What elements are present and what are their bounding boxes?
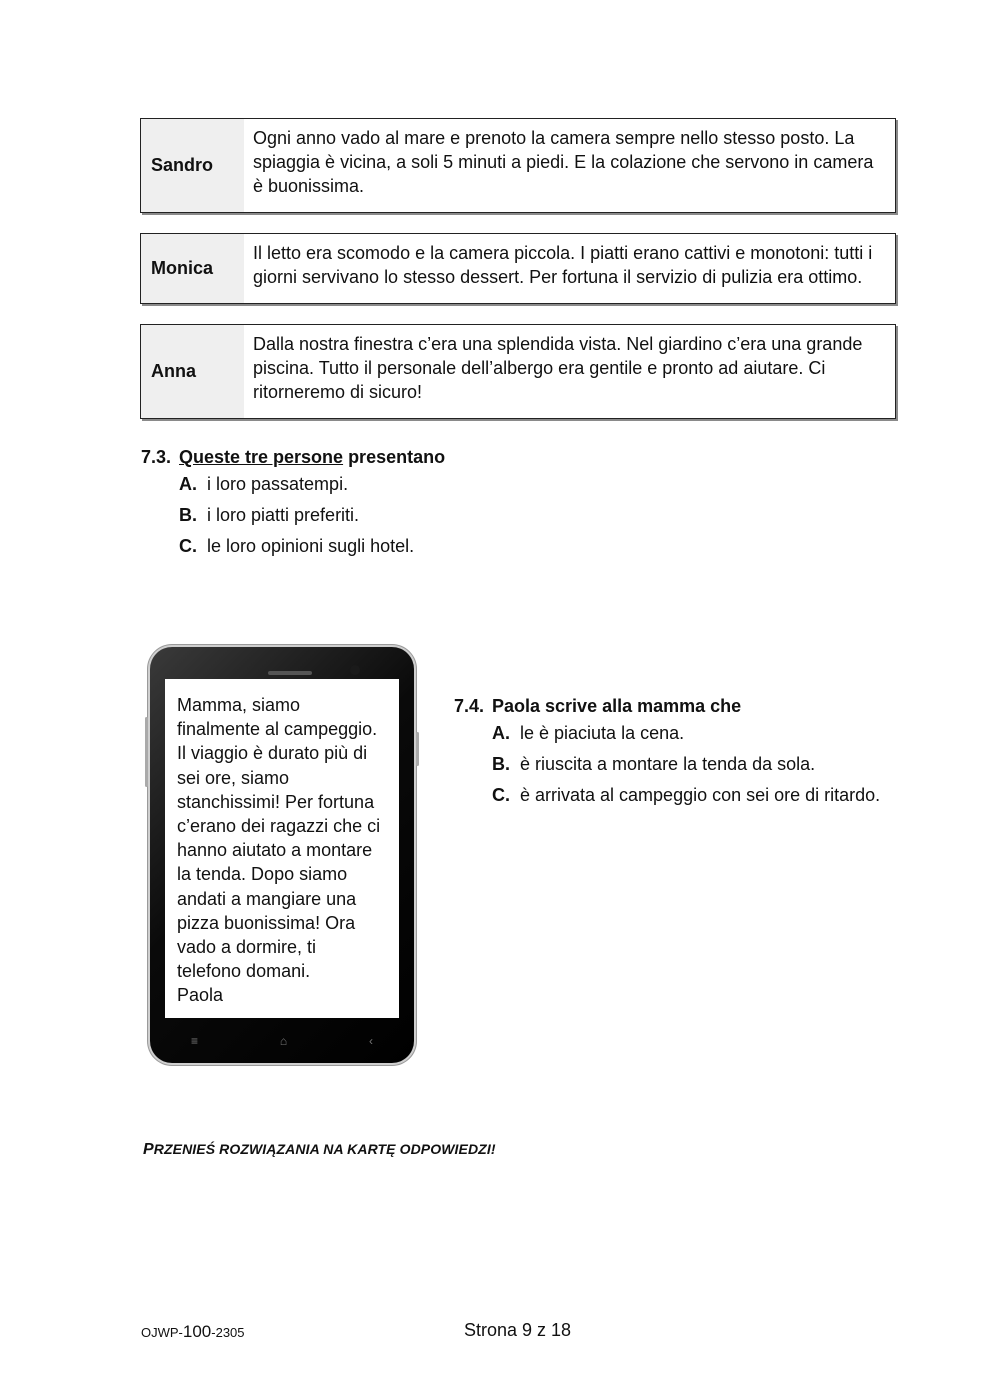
option-text: le loro opinioni sugli hotel. (207, 536, 415, 556)
transfer-answers-notice (143, 1141, 496, 1159)
option-letter: A. (492, 723, 510, 743)
phone-speaker-icon (268, 671, 312, 675)
option-text: le è piaciuta la cena. (520, 723, 685, 743)
opinion-name: Sandro (141, 119, 244, 212)
exam-code-suffix: -2305 (211, 1325, 245, 1340)
question-number: 7.4. (454, 696, 485, 716)
message-signature: Paola (177, 985, 224, 1006)
notice-first-letter: P (143, 1141, 154, 1158)
answer-option-c[interactable] (492, 780, 880, 811)
back-icon: ‹ (369, 1034, 374, 1048)
message-line: hanno aiutato a montare (177, 840, 373, 861)
phone-navbar (150, 1031, 414, 1051)
opinion-box-monica (140, 233, 896, 304)
answer-option-b[interactable] (492, 749, 880, 780)
message-line: andati a mangiare una (177, 888, 357, 909)
option-text: i loro passatempi. (207, 474, 349, 494)
opinion-text: Il letto era scomodo e la camera piccola. I piatti erano cattivi e monotoni: tutti i giorni servivano lo stesso dessert. Per fortuna il servizio di pulizia era ottimo. (253, 243, 873, 287)
message-line: sei ore, siamo (177, 767, 290, 788)
question-stem (141, 445, 445, 469)
question-7-4 (454, 694, 880, 811)
option-letter: C. (492, 785, 510, 805)
menu-icon: ≡ (190, 1034, 198, 1048)
opinion-text: Ogni anno vado al mare e prenoto la camera sempre nello stesso posto. La spiaggia è vicina, a soli 5 minuti a piedi. E la colazione che servono in camera è buonissima. (253, 128, 874, 196)
message-line: stanchissimi! Per fortuna (177, 791, 375, 812)
answer-option-a[interactable] (492, 718, 880, 749)
notice-text: RZENIEŚ ROZWIĄZANIA NA KARTĘ ODPOWIEDZI! (153, 1141, 496, 1157)
message-line: telefono domani. (177, 961, 311, 982)
phone-side-button (145, 717, 148, 787)
option-letter: B. (492, 754, 510, 774)
option-text: è arrivata al campeggio con sei ore di ritardo. (520, 785, 881, 805)
option-letter: A. (179, 474, 197, 494)
question-stem-underlined: Queste tre persone (179, 447, 344, 467)
message-line: Mamma, siamo (177, 695, 301, 715)
exam-code-mid: 100 (182, 1322, 212, 1341)
phone-camera-icon (350, 665, 360, 675)
phone-illustration (150, 647, 414, 1063)
message-line: c’erano dei ragazzi che ci (177, 816, 381, 837)
question-number: 7.3. (141, 447, 172, 467)
answer-option-c[interactable] (179, 531, 445, 562)
phone-side-button (416, 732, 419, 766)
home-icon: ⌂ (279, 1034, 288, 1048)
exam-code (141, 1322, 245, 1342)
message-line: la tenda. Dopo siamo (177, 864, 348, 885)
option-letter: B. (179, 505, 197, 525)
page-number: Strona 9 z 18 (464, 1320, 572, 1340)
question-stem (454, 694, 880, 718)
opinion-box-sandro (140, 118, 896, 213)
opinion-box-anna (140, 324, 896, 419)
opinion-name: Anna (141, 325, 244, 418)
question-stem-rest: presentano (343, 447, 446, 467)
opinion-text: Dalla nostra finestra c’era una splendida vista. Nel giardino c’era una grande piscina. Tutto il personale dell’albergo era gentile e pronto ad aiutare. Ci ritorneremo di sicuro! (253, 334, 863, 402)
question-7-3 (141, 445, 445, 562)
option-text: i loro piatti preferiti. (207, 505, 360, 525)
message-line: finalmente al campeggio. (177, 719, 378, 740)
exam-code-prefix: OJWP- (141, 1325, 183, 1340)
answer-option-b[interactable] (179, 500, 445, 531)
opinion-name: Monica (141, 234, 244, 303)
message-line: pizza buonissima! Ora (177, 912, 356, 933)
option-letter: C. (179, 536, 197, 556)
option-text: è riuscita a montare la tenda da sola. (520, 754, 816, 774)
message-line: vado a dormire, ti (177, 937, 317, 958)
message-line: Il viaggio è durato più di (177, 743, 368, 764)
question-stem-text: Paola scrive alla mamma che (492, 696, 742, 716)
phone-screen-message (165, 679, 399, 1018)
answer-option-a[interactable] (179, 469, 445, 500)
